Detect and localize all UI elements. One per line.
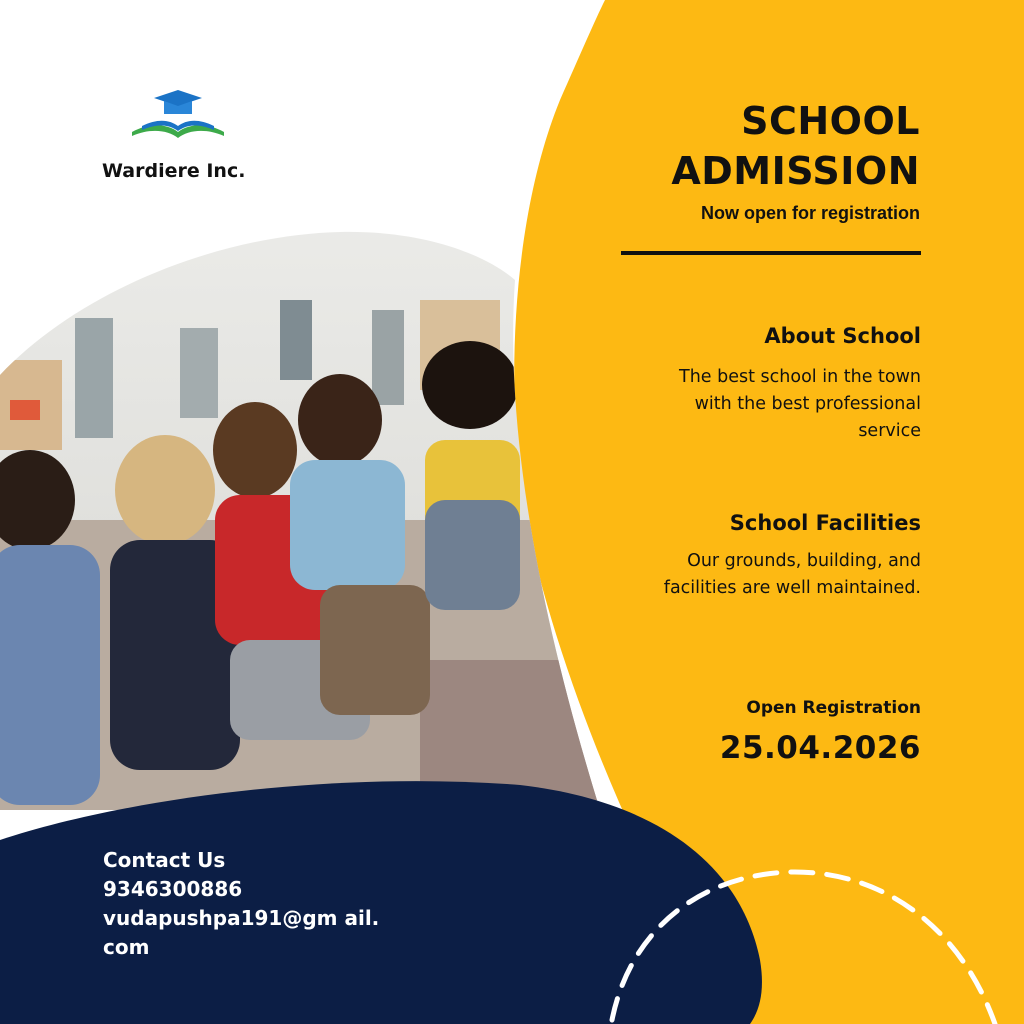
graduation-cap-book-icon [130, 88, 226, 144]
title-line-1: SCHOOL [741, 99, 920, 143]
title-divider [621, 251, 921, 255]
page-title [671, 96, 920, 196]
contact-phone: 9346300886 [103, 877, 243, 901]
about-text: The best school in the town with the best professional service [679, 367, 921, 441]
about-heading: About School [764, 324, 921, 348]
brand-name: Wardiere Inc. [102, 160, 246, 182]
contact-heading: Contact Us [103, 848, 226, 872]
subtitle: Now open for registration [700, 203, 920, 223]
registration-label: Open Registration [746, 698, 921, 718]
facilities-heading: School Facilities [729, 511, 921, 535]
facilities-text: Our grounds, building, and facilities are well maintained. [663, 551, 921, 598]
contact-email: vudapushpa191@gm ail. com [103, 906, 380, 959]
title-line-2: ADMISSION [671, 149, 920, 193]
registration-date: 25.04.2026 [719, 730, 921, 766]
